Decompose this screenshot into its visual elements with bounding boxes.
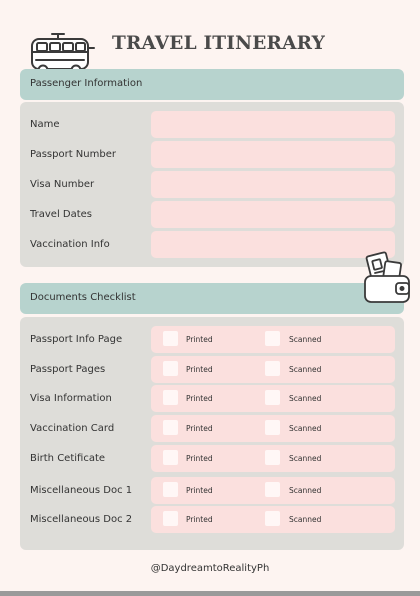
checklist-row <box>20 356 404 383</box>
field-label: Name <box>30 119 60 130</box>
scanned-label: Scanned <box>289 394 322 403</box>
checklist-options <box>151 356 395 383</box>
documents-section-header <box>20 283 404 314</box>
field-label: Vaccination Info <box>30 239 110 250</box>
printed-checkbox[interactable] <box>163 511 178 526</box>
checklist-row <box>20 477 404 504</box>
wallet-icon <box>362 248 414 306</box>
printed-label: Printed <box>186 454 213 463</box>
checklist-options <box>151 326 395 353</box>
passport-number-field[interactable] <box>151 141 395 168</box>
document-label: Miscellaneous Doc 2 <box>30 514 133 525</box>
form-row <box>20 231 404 258</box>
printed-checkbox[interactable] <box>163 361 178 376</box>
checklist-options <box>151 506 395 533</box>
bottom-divider <box>0 591 420 596</box>
page-title: TRAVEL ITINERARY <box>112 33 326 54</box>
printed-label: Printed <box>186 365 213 374</box>
document-label: Passport Info Page <box>30 334 123 345</box>
scanned-label: Scanned <box>289 486 322 495</box>
field-label: Visa Number <box>30 179 95 190</box>
scanned-label: Scanned <box>289 365 322 374</box>
printed-checkbox[interactable] <box>163 482 178 497</box>
printed-label: Printed <box>186 335 213 344</box>
visa-number-field[interactable] <box>151 171 395 198</box>
documents-checklist-panel <box>20 317 404 550</box>
documents-section-title: Documents Checklist <box>30 292 136 303</box>
checklist-options <box>151 415 395 442</box>
vaccination-info-field[interactable] <box>151 231 395 258</box>
footer-credit: @DaydreamtoRealityPh <box>150 563 270 574</box>
passenger-section-header <box>20 69 404 100</box>
form-row <box>20 111 404 138</box>
form-row <box>20 171 404 198</box>
checklist-options <box>151 445 395 472</box>
checklist-row <box>20 326 404 353</box>
scanned-checkbox[interactable] <box>265 511 280 526</box>
scanned-checkbox[interactable] <box>265 450 280 465</box>
printed-label: Printed <box>186 486 213 495</box>
scanned-checkbox[interactable] <box>265 331 280 346</box>
scanned-label: Scanned <box>289 454 322 463</box>
printed-checkbox[interactable] <box>163 331 178 346</box>
travel-dates-field[interactable] <box>151 201 395 228</box>
scanned-label: Scanned <box>289 515 322 524</box>
document-label: Vaccination Card <box>30 423 115 434</box>
printed-label: Printed <box>186 394 213 403</box>
document-label: Miscellaneous Doc 1 <box>30 485 133 496</box>
form-row <box>20 201 404 228</box>
passenger-info-panel <box>20 102 404 267</box>
checklist-row <box>20 415 404 442</box>
printed-checkbox[interactable] <box>163 390 178 405</box>
scanned-label: Scanned <box>289 335 322 344</box>
scanned-label: Scanned <box>289 424 322 433</box>
field-label: Passport Number <box>30 149 116 160</box>
scanned-checkbox[interactable] <box>265 390 280 405</box>
passenger-section-title: Passenger Information <box>30 78 143 89</box>
checklist-row <box>20 385 404 412</box>
printed-label: Printed <box>186 515 213 524</box>
scanned-checkbox[interactable] <box>265 482 280 497</box>
document-label: Birth Cetificate <box>30 453 106 464</box>
field-label: Travel Dates <box>30 209 93 220</box>
checklist-options <box>151 477 395 504</box>
printed-checkbox[interactable] <box>163 420 178 435</box>
scanned-checkbox[interactable] <box>265 361 280 376</box>
scanned-checkbox[interactable] <box>265 420 280 435</box>
printed-checkbox[interactable] <box>163 450 178 465</box>
document-label: Passport Pages <box>30 364 106 375</box>
form-row <box>20 141 404 168</box>
document-label: Visa Information <box>30 393 112 404</box>
checklist-row <box>20 445 404 472</box>
printed-label: Printed <box>186 424 213 433</box>
checklist-row <box>20 506 404 533</box>
checklist-options <box>151 385 395 412</box>
name-field[interactable] <box>151 111 395 138</box>
